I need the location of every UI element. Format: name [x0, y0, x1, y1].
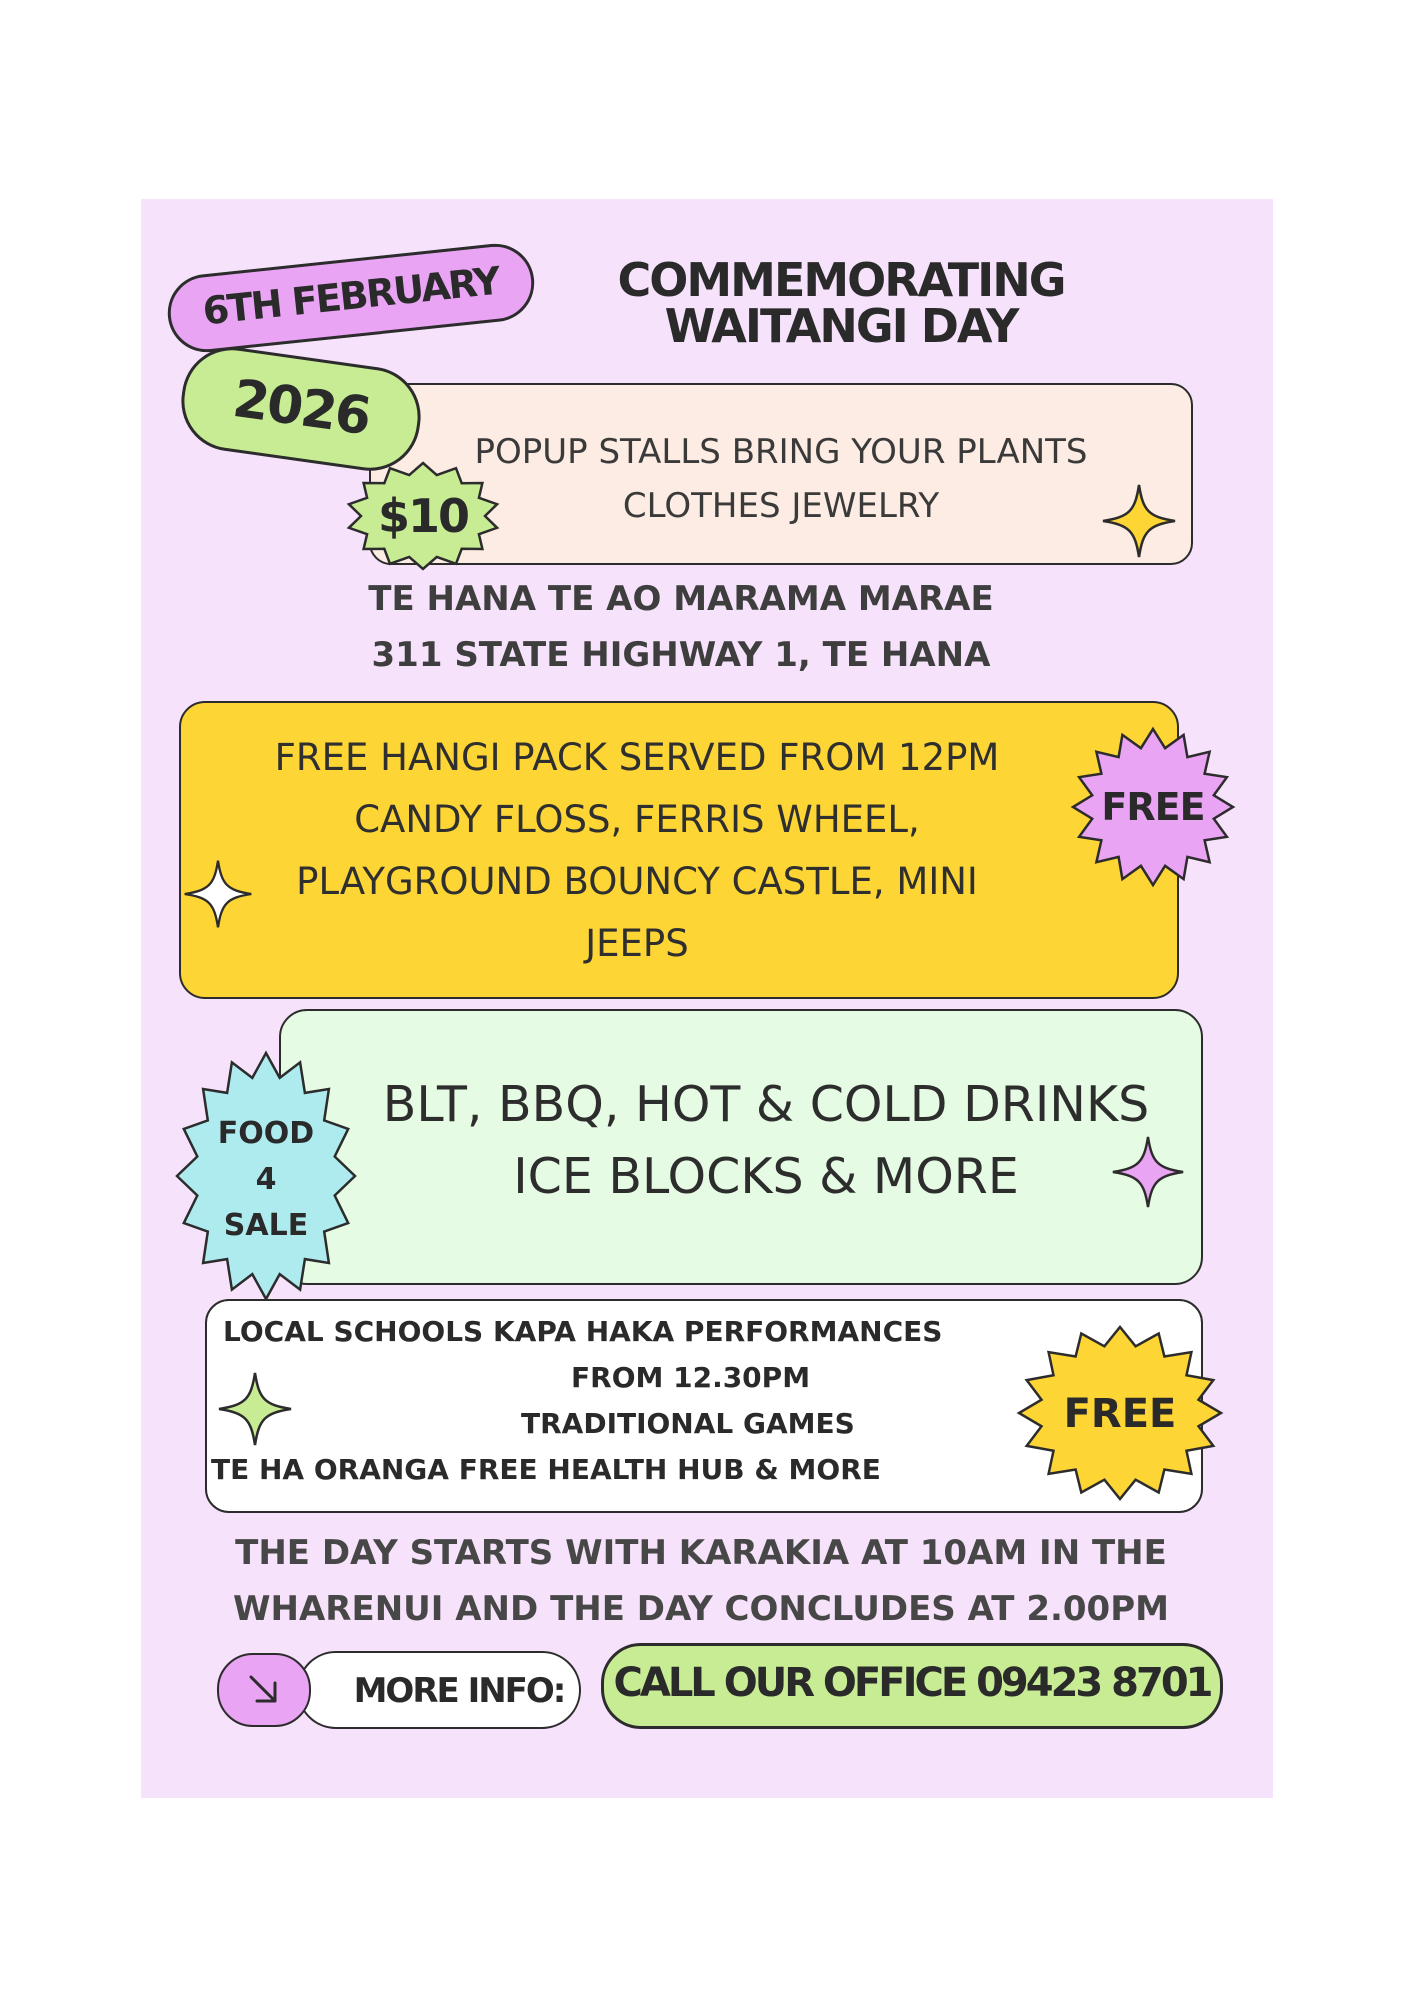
date-pill	[164, 240, 538, 356]
performances-line1: LOCAL SCHOOLS KAPA HAKA PERFORMANCES	[223, 1315, 943, 1348]
food-text	[331, 1069, 1201, 1213]
activities-text	[181, 727, 1093, 975]
call-office-pill[interactable]	[601, 1643, 1223, 1729]
schedule-line1: THE DAY STARTS WITH KARAKIA AT 10AM IN THE	[235, 1533, 1167, 1573]
sparkle-pink-icon	[1109, 1133, 1187, 1211]
price-badge: $10	[377, 489, 469, 543]
poster	[141, 199, 1273, 1798]
schedule	[201, 1525, 1201, 1637]
activities-box	[179, 701, 1179, 999]
food-badge-line3: SALE	[223, 1208, 309, 1243]
sparkle-white-icon	[181, 857, 255, 931]
activities-line2: CANDY FLOSS, FERRIS WHEEL,	[354, 798, 920, 841]
food-badge-line1: FOOD	[217, 1116, 315, 1151]
performances-line4: TE HA ORANGA FREE HEALTH HUB & MORE	[211, 1453, 881, 1486]
stalls-line2: CLOTHES JEWELRY	[622, 486, 940, 526]
activities-free-badge: FREE	[1101, 785, 1205, 829]
food-box	[279, 1009, 1203, 1285]
arrow-down-right-icon	[245, 1671, 283, 1709]
more-info-label: MORE INFO:	[353, 1671, 565, 1711]
food-badge-line2: 4	[255, 1162, 277, 1197]
title-line2: WAITANGI DAY	[664, 299, 1018, 353]
performances-line3: TRADITIONAL GAMES	[521, 1407, 855, 1440]
stalls-line1: POPUP STALLS BRING YOUR PLANTS	[474, 432, 1088, 472]
performances-free-badge: FREE	[1063, 1391, 1177, 1437]
food-line2: ICE BLOCKS & MORE	[513, 1148, 1019, 1205]
sparkle-green-icon	[215, 1369, 295, 1449]
date-label: 6TH FEBRUARY	[200, 258, 501, 334]
performances-line2: FROM 12.30PM	[571, 1361, 811, 1394]
arrow-button[interactable]	[217, 1653, 311, 1727]
venue-address: 311 STATE HIGHWAY 1, TE HANA	[371, 635, 991, 675]
activities-line4: JEEPS	[585, 922, 689, 965]
activities-line1: FREE HANGI PACK SERVED FROM 12PM	[274, 736, 1000, 779]
performances-text	[211, 1309, 1031, 1493]
more-info-pill	[297, 1651, 581, 1729]
schedule-line2: WHARENUI AND THE DAY CONCLUDES AT 2.00PM	[233, 1589, 1169, 1629]
year-label: 2026	[229, 368, 374, 448]
food-line1: BLT, BBQ, HOT & COLD DRINKS	[382, 1076, 1150, 1133]
activities-line3: PLAYGROUND BOUNCY CASTLE, MINI	[296, 860, 978, 903]
page-title	[581, 253, 1101, 353]
sparkle-yellow-icon	[1099, 481, 1179, 561]
title-line1: COMMEMORATING	[617, 253, 1065, 307]
venue	[341, 571, 1021, 683]
call-office-label: CALL OUR OFFICE 09423 8701	[613, 1660, 1211, 1706]
venue-name: TE HANA TE AO MARAMA MARAE	[368, 579, 994, 619]
year-pill	[175, 341, 427, 477]
food-badge	[175, 1111, 357, 1249]
